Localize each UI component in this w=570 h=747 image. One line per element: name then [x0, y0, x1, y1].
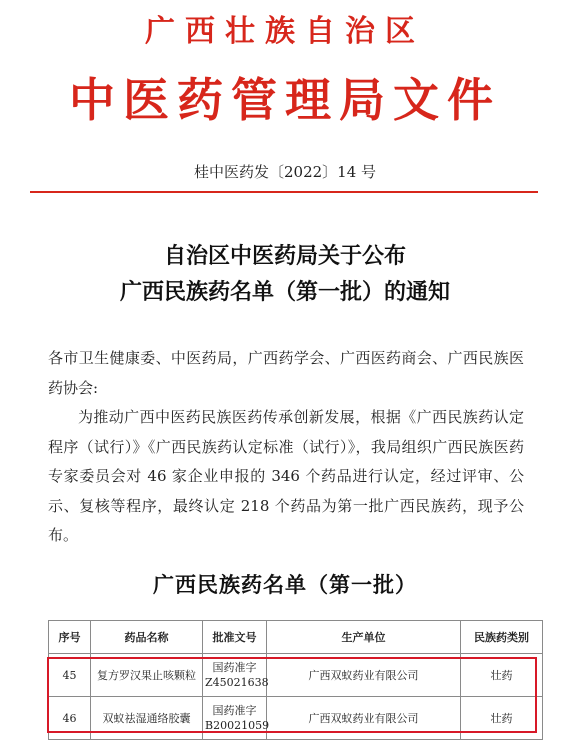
approval-prefix: 国药准字: [212, 661, 257, 674]
red-divider-line: [30, 191, 538, 193]
manufacturer: 广西双蚁药业有限公司: [267, 654, 461, 697]
approval-code: B20021059: [205, 719, 270, 732]
column-header-manufacturer: 生产单位: [267, 621, 461, 654]
body-paragraph: 为推动广西中医药民族医药传承创新发展，根据《广西民族药认定程序（试行）》《广西民族药认定标准（试行）》，我局组织广西民族医药专家委员会对 46 家企业申报的 346 个药品进行认定，经过评审、公示、复核等程序，最终认定 218 个药品为第一批广西民族药，现予公布。: [48, 408, 524, 544]
issuer-region: 广西壮族自治区: [145, 14, 425, 49]
drug-name: 复方罗汉果止咳颗粒: [91, 654, 203, 697]
column-header-category: 民族药类别: [461, 621, 543, 654]
column-header-drug-name: 药品名称: [91, 621, 203, 654]
issuer-agency-title: 中医药管理局文件: [69, 73, 501, 127]
ethnic-drug-category: 壮药: [461, 654, 543, 697]
table-header-row: [49, 621, 543, 654]
table-row: [49, 697, 543, 740]
column-header-number: 序号: [49, 621, 91, 654]
approval-code: Z45021638: [205, 676, 269, 689]
document-number: 桂中医药发〔2022〕14 号: [193, 163, 377, 181]
row-number: 46: [49, 697, 91, 740]
list-title: 广西民族药名单（第一批）: [153, 572, 417, 597]
approval-number: [203, 654, 267, 697]
table-row: [49, 654, 543, 697]
drug-list-table: [48, 620, 543, 740]
column-header-approval-number: 批准文号: [203, 621, 267, 654]
notice-title-line1: 自治区中医药局关于公布: [163, 243, 406, 269]
approval-prefix: 国药准字: [212, 704, 257, 717]
manufacturer: 广西双蚁药业有限公司: [267, 697, 461, 740]
notice-title-line2: 广西民族药名单（第一批）的通知: [119, 279, 450, 305]
recipients-paragraph: 各市卫生健康委、中医药局，广西药学会、广西医药商会、广西民族医药协会:: [48, 349, 524, 397]
drug-name: 双蚁祛湿通络胶囊: [91, 697, 203, 740]
row-number: 45: [49, 654, 91, 697]
ethnic-drug-category: 壮药: [461, 697, 543, 740]
approval-number: [203, 697, 270, 740]
